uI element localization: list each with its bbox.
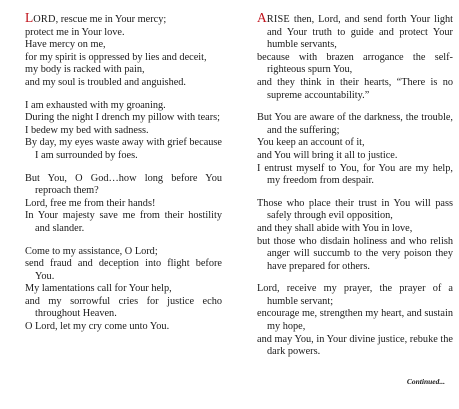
verse-line	[25, 12, 222, 27]
stanza	[25, 100, 222, 163]
stanza	[257, 198, 453, 274]
verse-line: and may You, in Your divine justice, rebuke the dark powers.	[257, 333, 453, 358]
small-caps-word: ORD	[33, 14, 56, 25]
verse-line: and they shall abide with You in love,	[257, 222, 413, 234]
verse-line: During the night I drench my pillow with tears;	[25, 112, 221, 124]
stanza	[25, 246, 222, 334]
drop-cap: L	[25, 10, 34, 25]
verse-line: But You, O God…how long before You reproach them?	[25, 172, 222, 197]
stanza	[257, 283, 453, 359]
verse-line: Lord, free me from their hands!	[25, 197, 156, 209]
stanza	[25, 12, 222, 90]
verse-line: my body is racked with pain,	[25, 64, 145, 76]
verse-line: Those who place their trust in You will pass safely through evil opposition,	[257, 197, 453, 222]
verse-line: send fraud and deception into flight before You.	[25, 258, 222, 282]
verse-line: O Lord, let my cry come unto You.	[25, 321, 170, 333]
verse-line: But You are aware of the darkness, the trouble, and the suffering;	[257, 112, 453, 136]
verse-line: for my spirit is oppressed by lies and deceit,	[25, 51, 207, 63]
verse-line-text: , rescue me in Your mercy;	[55, 14, 167, 25]
verse-line: encourage me, strengthen my heart, and sustain my hope,	[257, 308, 453, 333]
drop-cap: A	[257, 10, 267, 25]
verse-line: In Your majesty save me from their hostility and slander.	[25, 210, 222, 234]
right-column	[257, 12, 453, 369]
verse-line: and my sorrowful cries for justice echo throughout Heaven.	[25, 295, 222, 320]
verse-line: I am exhausted with my groaning.	[25, 99, 166, 111]
left-column	[25, 12, 222, 344]
verse-line: protect me in Your love.	[25, 26, 125, 38]
stanza	[25, 173, 222, 236]
small-caps-word: RISE	[266, 14, 290, 25]
verse-line: I bedew my bed with sadness.	[25, 124, 149, 136]
verse-line: and they think in their hearts, “There is no supreme accountability.”	[257, 76, 453, 101]
verse-line: Have mercy on me,	[25, 39, 106, 51]
verse-line	[257, 12, 453, 52]
verse-line: By day, my eyes waste away with grief because I am surrounded by foes.	[25, 137, 222, 161]
stanza	[257, 12, 453, 102]
verse-line: I entrust myself to You, for You are my help, my freedom from despair.	[257, 162, 453, 187]
verse-line: My lamentations call for Your help,	[25, 283, 172, 295]
stanza	[257, 112, 453, 188]
verse-line-text: then, Lord, and send forth Your light and Your truth to guide and protect Your humble servants,	[267, 14, 453, 51]
verse-line: and my soul is troubled and anguished.	[25, 76, 187, 88]
verse-line: Lord, receive my prayer, the prayer of a humble servant;	[257, 283, 453, 307]
verse-line: but those who disdain holiness and who relish anger will succumb to the very poison they have prepared for others.	[257, 235, 453, 272]
continued-note: Continued...	[406, 377, 445, 386]
verse-line: and You will bring it all to justice.	[257, 149, 398, 161]
verse-line: because with brazen arrogance the self-righteous spurn You,	[257, 51, 453, 76]
verse-line: You keep an account of it,	[257, 137, 365, 149]
verse-line: Come to my assistance, O Lord;	[25, 245, 158, 257]
